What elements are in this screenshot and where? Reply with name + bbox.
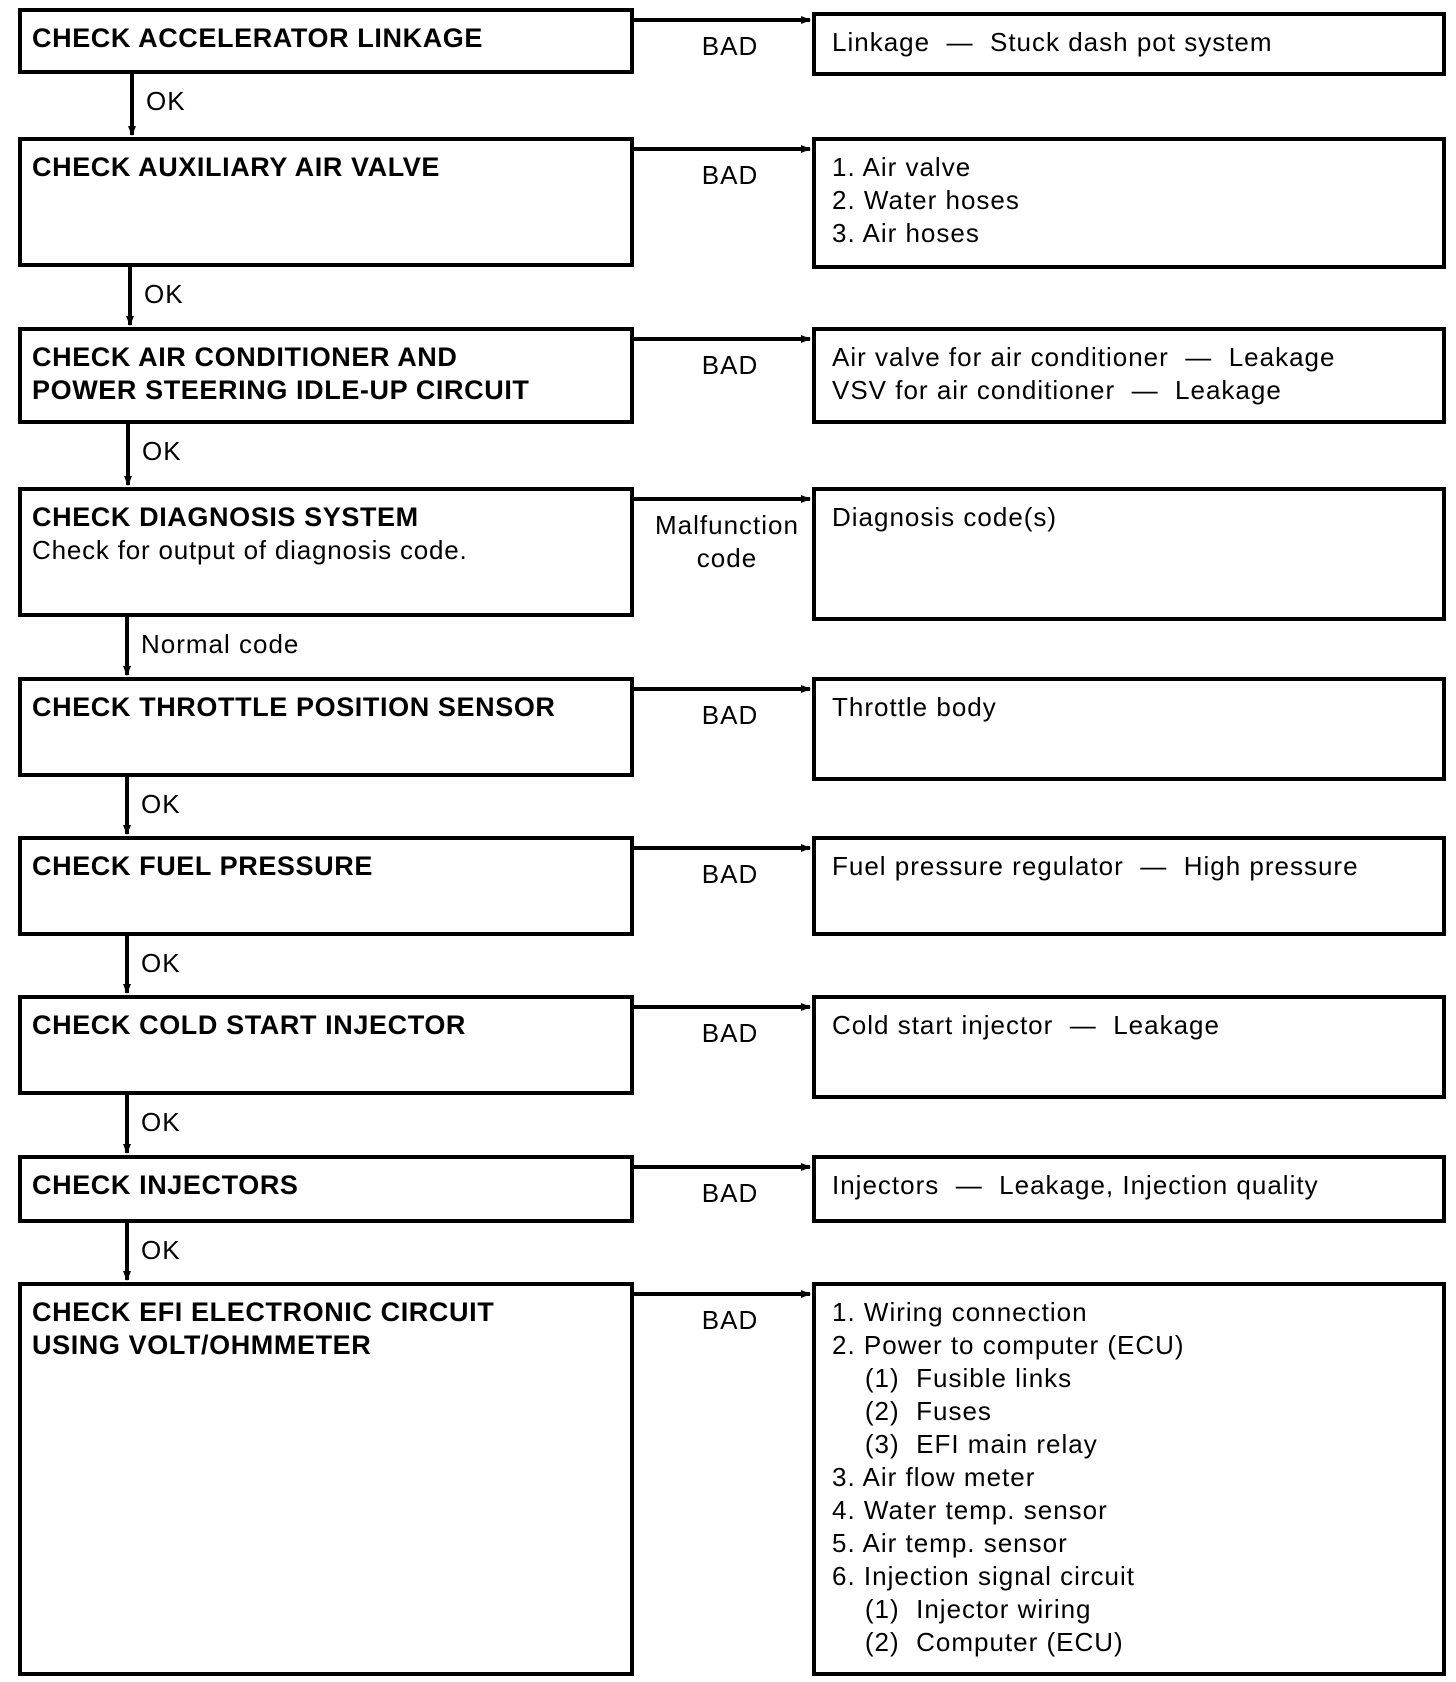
- branch-label: BAD: [701, 1178, 759, 1208]
- down-label: OK: [144, 279, 184, 309]
- step-title: CHECK FUEL PRESSURE: [32, 851, 373, 881]
- result-line: 3. Air hoses: [832, 218, 980, 248]
- step-box: [18, 8, 634, 74]
- result-line: VSV for air conditioner — Leakage: [832, 375, 1282, 405]
- step-box: [18, 836, 634, 936]
- result-box: [812, 137, 1446, 269]
- result-line: (1) Fusible links: [832, 1363, 1073, 1393]
- result-box: [812, 836, 1446, 936]
- result-box: [812, 487, 1446, 621]
- step-box: [18, 327, 634, 424]
- down-label: OK: [141, 789, 181, 819]
- step-title: CHECK DIAGNOSIS SYSTEM: [32, 502, 419, 532]
- branch-label: BAD: [701, 31, 759, 61]
- down-label: OK: [141, 948, 181, 978]
- result-line: Injectors — Leakage, Injection quality: [832, 1170, 1319, 1200]
- result-box: [812, 327, 1446, 424]
- result-line: Air valve for air conditioner — Leakage: [832, 342, 1336, 372]
- result-line: Diagnosis code(s): [832, 502, 1058, 532]
- result-line: 4. Water temp. sensor: [832, 1495, 1108, 1525]
- result-line: Linkage — Stuck dash pot system: [832, 27, 1273, 57]
- step-box: [18, 1282, 634, 1676]
- branch-label: Malfunction code: [655, 510, 799, 573]
- result-line: 1. Air valve: [832, 152, 972, 182]
- result-line: 5. Air temp. sensor: [832, 1528, 1068, 1558]
- step-title: CHECK EFI ELECTRONIC CIRCUIT USING VOLT/OHMMETER: [32, 1297, 495, 1360]
- step-box: [18, 137, 634, 267]
- result-box: [812, 677, 1446, 781]
- step-title: CHECK THROTTLE POSITION SENSOR: [32, 692, 556, 722]
- down-label: OK: [142, 436, 182, 466]
- result-line: Throttle body: [832, 692, 997, 722]
- branch-label: BAD: [701, 160, 759, 190]
- branch-label: BAD: [701, 700, 759, 730]
- branch-label: BAD: [701, 350, 759, 380]
- result-line: (1) Injector wiring: [832, 1594, 1092, 1624]
- down-label: OK: [146, 86, 186, 116]
- result-line: 2. Power to computer (ECU): [832, 1330, 1185, 1360]
- down-label: Normal code: [141, 629, 300, 659]
- result-line: 1. Wiring connection: [832, 1297, 1088, 1327]
- branch-label: BAD: [701, 1305, 759, 1335]
- step-box: [18, 677, 634, 777]
- branch-label: BAD: [701, 1018, 759, 1048]
- step-box: [18, 487, 634, 617]
- branch-label: BAD: [701, 859, 759, 889]
- step-title: CHECK AUXILIARY AIR VALVE: [32, 152, 441, 182]
- result-line: (2) Fuses: [832, 1396, 992, 1426]
- result-box: [812, 1155, 1446, 1223]
- result-box: [812, 12, 1446, 76]
- result-line: 2. Water hoses: [832, 185, 1020, 215]
- down-label: OK: [141, 1107, 181, 1137]
- result-line: Fuel pressure regulator — High pressure: [832, 851, 1359, 881]
- result-box: [812, 1282, 1446, 1676]
- result-line: (3) EFI main relay: [832, 1429, 1098, 1459]
- step-title: CHECK AIR CONDITIONER AND POWER STEERING IDLE-UP CIRCUIT: [32, 342, 530, 405]
- step-title: CHECK ACCELERATOR LINKAGE: [32, 23, 484, 53]
- step-box: [18, 995, 634, 1095]
- result-line: (2) Computer (ECU): [832, 1627, 1124, 1657]
- down-label: OK: [141, 1235, 181, 1265]
- result-line: 3. Air flow meter: [832, 1462, 1036, 1492]
- step-title: CHECK INJECTORS: [32, 1170, 299, 1200]
- result-line: Cold start injector — Leakage: [832, 1010, 1220, 1040]
- result-line: 6. Injection signal circuit: [832, 1561, 1136, 1591]
- step-subtitle: Check for output of diagnosis code.: [32, 535, 468, 565]
- step-title: CHECK COLD START INJECTOR: [32, 1010, 467, 1040]
- result-box: [812, 995, 1446, 1099]
- step-box: [18, 1155, 634, 1223]
